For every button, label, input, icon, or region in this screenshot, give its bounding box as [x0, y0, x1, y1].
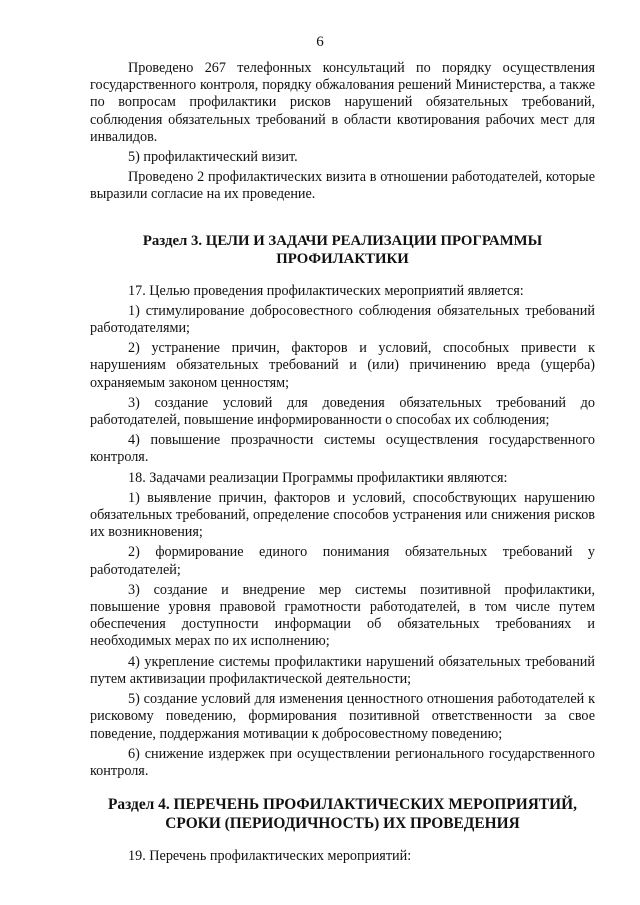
- paragraph-18-intro: 18. Задачами реализации Программы профилактики являются:: [128, 469, 508, 486]
- list-item-task: 1) выявление причин, факторов и условий, способствующих нарушению обязательных требований, определение способов устранения или снижения рисков их возникновения;: [90, 489, 595, 541]
- list-item-goal: 1) стимулирование добросовестного соблюдения обязательных требований работодателями;: [90, 302, 595, 337]
- list-item-task: 4) укрепление системы профилактики нарушений обязательных требований путем активизации профилактической деятельности;: [90, 653, 595, 687]
- section-3-title-line-1: Раздел 3. ЦЕЛИ И ЗАДАЧИ РЕАЛИЗАЦИИ ПРОГРАММЫ: [142, 232, 543, 249]
- paragraph-19-intro: 19. Перечень профилактических мероприятий:: [128, 848, 412, 865]
- list-item-goal: 2) устранение причин, факторов и условий, способных привести к нарушениям обязательных требований и (или) причинению вреда (ущерба) охраняемым законом ценностям;: [90, 340, 595, 391]
- paragraph-preventive-visit: 5) профилактический визит.: [128, 149, 298, 166]
- paragraph-17-intro: 17. Целью проведения профилактических мероприятий является:: [128, 282, 524, 299]
- document-body: [90, 60, 595, 865]
- list-item-task: 2) формирование единого понимания обязательных требований у работодателей;: [90, 544, 595, 578]
- section-3-heading: [90, 232, 595, 268]
- section-4-title-line-1: Раздел 4. ПЕРЕЧЕНЬ ПРОФИЛАКТИЧЕСКИХ МЕРОПРИЯТИЙ,: [108, 796, 577, 814]
- paragraph-consultations: Проведено 267 телефонных консультаций по порядку осуществления государственного контроля, порядку обжалования решений Министерства, а также по вопросам профилактики рисков нарушений обязательных требований, соблюдения обязательных требований в области квотирования рабочих мест для инвалидов.: [90, 60, 595, 145]
- list-item-task: 5) создание условий для изменения ценностного отношения работодателей к рисковому поведению, формирования позитивной ответственности за свое поведение, поддержания мотивации к добросовестному поведению;: [90, 691, 595, 742]
- list-item-goal: 3) создание условий для доведения обязательных требований до работодателей, повышение информированности о способах их соблюдения;: [90, 394, 595, 429]
- section-4-title-line-2: СРОКИ (ПЕРИОДИЧНОСТЬ) ИХ ПРОВЕДЕНИЯ: [165, 815, 520, 833]
- list-item-task: 3) создание и внедрение мер системы позитивной профилактики, повышение уровня правовой грамотности работодателей, в том числе путем обеспечения доступности информации об обязательных требованиях и необходимых мерах по их исполнению;: [90, 581, 595, 650]
- goals-list: [90, 303, 595, 467]
- list-item-task: 6) снижение издержек при осуществлении регионального государственного контроля.: [90, 745, 595, 779]
- paragraph-visits-count: Проведено 2 профилактических визита в отношении работодателей, которые выразили согласие на их проведение.: [90, 169, 595, 203]
- page-number: 6: [316, 34, 324, 50]
- tasks-list: [90, 490, 595, 780]
- section-4-heading: [90, 795, 595, 833]
- section-3-title-line-2: ПРОФИЛАКТИКИ: [276, 250, 409, 267]
- list-item-goal: 4) повышение прозрачности системы осуществления государственного контроля.: [90, 432, 595, 466]
